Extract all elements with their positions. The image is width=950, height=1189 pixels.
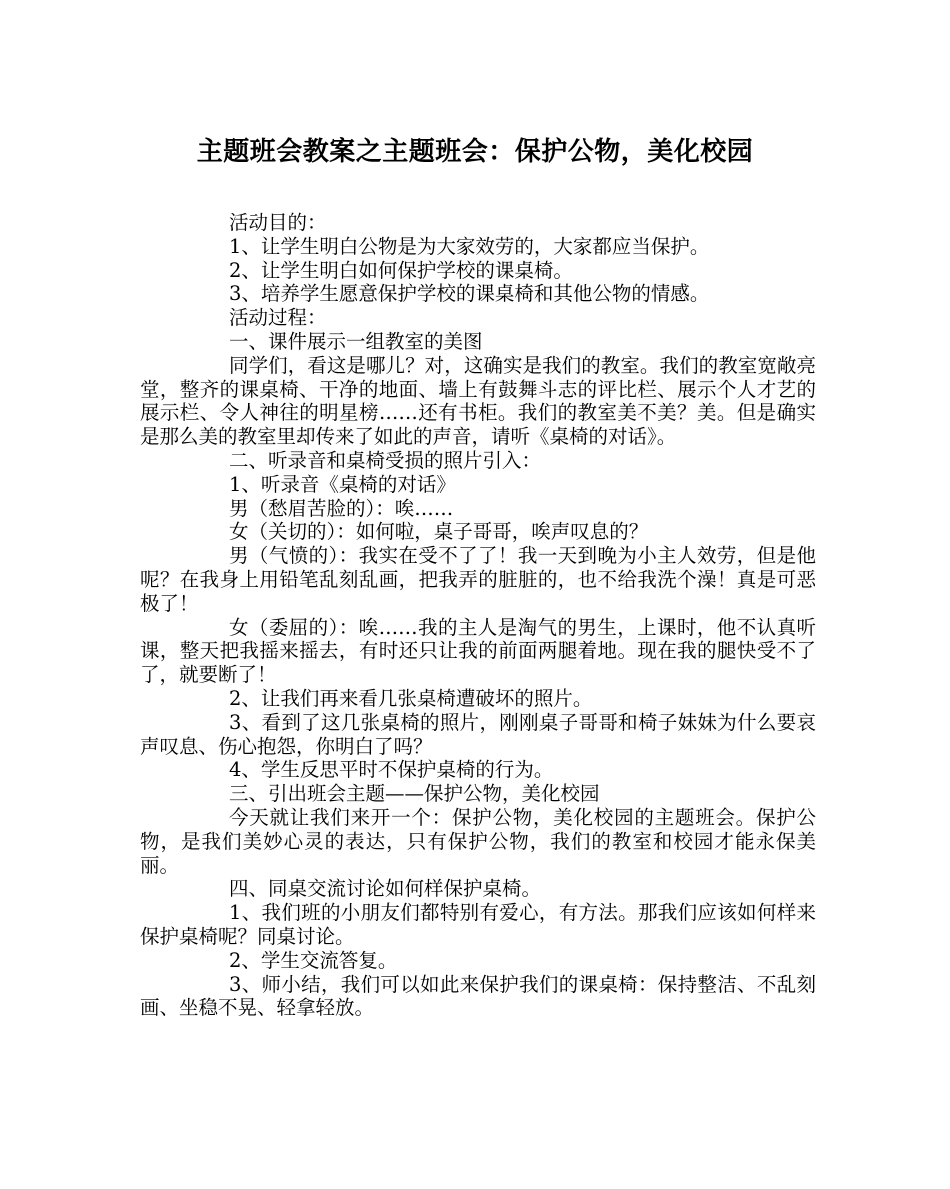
paragraph-section-2-item-1: 1、听录音《桌椅的对话》 <box>229 472 456 496</box>
paragraph-dialogue-female-2: 女（委屈的）：唉……我的主人是淘气的男生，上课时，他不认真听课，整天把我摇来摇去，有时还只让我的前面两腿着地。现在我的腿快受不了了，就要断了！ <box>140 615 816 687</box>
paragraph-section-3-heading: 三、引出班会主题——保护公物，美化校园 <box>229 782 600 806</box>
paragraph-section-1-body: 同学们，看这是哪儿？对，这确实是我们的教室。我们的教室宽敞亮堂，整齐的课桌椅、干净的地面、墙上有鼓舞斗志的评比栏、展示个人才艺的展示栏、令人神往的明星榜……还有书柜。我们的教室美不美？美。但是确实是那么美的教室里却传来了如此的声音，请听《桌椅的对话》。 <box>140 353 816 449</box>
paragraph-goal-3: 3、培养学生愿意保护学校的课桌椅和其他公物的情感。 <box>229 282 710 306</box>
paragraph-section-4-heading: 四、同桌交流讨论如何样保护桌椅。 <box>229 877 542 901</box>
document-title: 主题班会教案之主题班会：保护公物，美化校园 <box>196 137 754 167</box>
document-body <box>140 211 816 1020</box>
paragraph-goal-2: 2、让学生明白如何保护学校的课桌椅。 <box>229 258 573 282</box>
paragraph-activity-process-heading: 活动过程： <box>229 306 327 330</box>
paragraph-section-2-heading: 二、听录音和桌椅受损的照片引入： <box>229 448 542 472</box>
paragraph-section-4-item-1: 1、我们班的小朋友们都特别有爱心，有方法。那我们应该如何样来保护桌椅呢？同桌讨论。 <box>140 901 816 948</box>
paragraph-section-2-item-3: 3、看到了这几张桌椅的照片，刚刚桌子哥哥和椅子妹妹为什么要哀声叹息、伤心抱怨，你明白了吗？ <box>140 710 816 758</box>
paragraph-dialogue-female-1: 女（关切的）：如何啦，桌子哥哥，唉声叹息的？ <box>229 520 649 544</box>
paragraph-dialogue-male-1: 男（愁眉苦脸的）：唉…… <box>229 496 454 520</box>
paragraph-dialogue-male-2: 男（气愤的）：我实在受不了了！我一天到晚为小主人效劳，但是他呢？在我身上用铅笔乱刻乱画，把我弄的脏脏的，也不给我洗个澡！真是可恶极了！ <box>140 544 816 615</box>
paragraph-section-1-heading: 一、课件展示一组教室的美图 <box>229 329 483 353</box>
paragraph-section-2-item-2: 2、让我们再来看几张桌椅遭破坏的照片。 <box>229 686 593 710</box>
paragraph-section-2-item-4: 4、学生反思平时不保护桌椅的行为。 <box>229 758 554 782</box>
paragraph-section-3-body: 今天就让我们来开一个：保护公物，美化校园的主题班会。保护公物，是我们美妙心灵的表达，只有保护公物，我们的教室和校园才能永保美丽。 <box>140 805 816 877</box>
paragraph-section-4-item-3: 3、师小结，我们可以如此来保护我们的课桌椅：保持整洁、不乱刻画、坐稳不晃、轻拿轻放。 <box>140 972 816 1020</box>
paragraph-section-4-item-2: 2、学生交流答复。 <box>229 948 398 972</box>
paragraph-goal-1: 1、让学生明白公物是为大家效劳的，大家都应当保护。 <box>229 234 710 258</box>
paragraph-activity-goal-heading: 活动目的： <box>229 211 327 234</box>
